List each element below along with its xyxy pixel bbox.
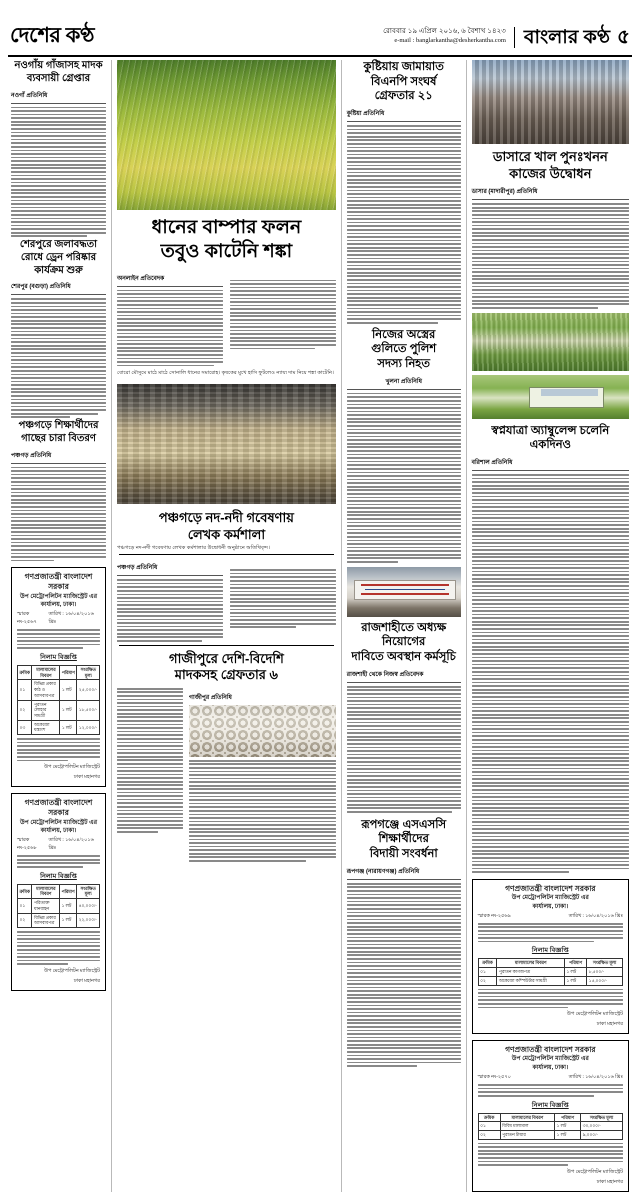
cell: ০২ <box>18 913 32 927</box>
cell: অকেজো কম্পিউটার সামগ্রী <box>497 976 565 985</box>
notice-3-address: কার্যালয়, ঢাকা। <box>532 903 569 910</box>
table-row <box>478 1130 622 1139</box>
table-row <box>18 913 100 927</box>
notice-3-date: তারিখ : ১৬/০৪/২০১৬ খ্রিঃ <box>568 913 623 919</box>
lead-body-wrap <box>117 269 336 369</box>
divider <box>117 575 223 576</box>
notice-1-col-2: পরিমাণ <box>60 665 77 679</box>
notice-2-sign-office: ঢাকা মহানগর <box>73 978 101 984</box>
notice-1-sign-name: উপ মেট্রোপলিটন ম্যাজিস্ট্রেট <box>44 765 101 771</box>
notice-3-memo: স্মারক নং-২৫৬৯ <box>477 913 511 919</box>
notice-box-4 <box>472 1040 629 1192</box>
notice-3-sign-name: উপ মেট্রোপলিটন ম্যাজিস্ট্রেট <box>567 1012 623 1018</box>
story-rupganj-byline: রূপগঞ্জ (নারায়ণগঞ্জ) প্রতিনিধি <box>346 868 420 875</box>
notice-2-col-1: মালামালের বিবরণ <box>32 884 60 898</box>
notice-4-sign-office: ঢাকা মহানগর <box>596 1179 623 1185</box>
story-police-headline-line3: সদস্য নিহত <box>377 358 430 371</box>
notice-box-2 <box>11 793 106 991</box>
notice-2-terms <box>17 931 100 965</box>
story-police-headline-line1: নিজের অস্ত্রের <box>371 328 436 341</box>
column-4 <box>466 60 634 1192</box>
notice-2-table <box>17 884 100 928</box>
cell: ৩০,০০০/- <box>581 1122 623 1131</box>
table-row <box>478 976 622 985</box>
notice-4-table <box>478 1113 623 1140</box>
workshop-photo-caption: পঞ্চগড়ে নদ-নদী গবেষণায় লেখক কর্মশালার উদ্বোধনী অনুষ্ঠানে অতিথিবৃন্দ। <box>117 545 270 552</box>
table-row <box>18 700 100 720</box>
story-kushtia-headline-line2: বিএনপি সংঘর্ষ <box>370 75 437 88</box>
notice-3-gov: গণপ্রজাতন্ত্রী বাংলাদেশ সরকার <box>505 884 596 893</box>
notice-4-gov: গণপ্রজাতন্ত্রী বাংলাদেশ সরকার <box>505 1045 596 1055</box>
notice-1-sign-office: ঢাকা মহানগর <box>73 775 101 781</box>
story-ambulance-byline: বরিশাল প্রতিনিধি <box>471 460 513 467</box>
cell: ১ লট <box>60 700 77 720</box>
story-ambulance-headline: স্বপ্নযাত্রা অ্যাম্বুলেন্স চলেনি একদিনও <box>491 424 610 452</box>
story-naogaon-headline-line2: ব্যবসায়ী গ্রেপ্তার <box>26 72 91 84</box>
notice-3-intro <box>478 923 623 943</box>
notice-1-address: কার্যালয়, ঢাকা। <box>40 601 77 608</box>
table-row <box>478 1122 622 1131</box>
divider <box>347 879 461 880</box>
notice-1-col-0: ক্রমিক <box>18 665 32 679</box>
story-sherpur-headline-line1: শেরপুরে জলাবদ্ধতা <box>19 238 98 250</box>
story-police-byline: খুলনা প্রতিনিধি <box>385 378 422 385</box>
story-dasar-headline-line2: কাজের উদ্বোধন <box>509 165 592 181</box>
table-row <box>18 899 100 913</box>
story-sherpur-body <box>11 298 106 418</box>
story-dasar-body <box>472 203 629 308</box>
story-kushtia-headline-line3: গ্রেফতার ২১ <box>374 90 433 103</box>
story-rajshahi-byline: রাজশাহী থেকে নিজস্ব প্রতিবেদক <box>346 671 424 678</box>
cell: ০২ <box>478 1130 500 1139</box>
cell: ০৩ <box>18 720 32 734</box>
story-dasar-byline: ডাসার (মাদারীপুর) প্রতিনিধি <box>471 189 538 196</box>
gazipur-body-b <box>189 760 336 862</box>
story-panchagarh-river-headline-line1: পঞ্চগড়ে নদ-নদী গবেষণায় <box>158 510 294 526</box>
masthead-right <box>514 27 630 48</box>
cell: ২২,০০০/- <box>77 913 100 927</box>
notice-2-memo: স্মারক নং-২৫৬৮ <box>17 838 37 852</box>
cell: বিভিন্ন প্রকার আসবাবপত্র <box>32 913 60 927</box>
masthead-center <box>94 26 514 48</box>
story-gazipur-headline-line2: মাদকসহ গ্রেফতার ৬ <box>174 667 278 683</box>
cell: পুরাতন টায়ার <box>500 1130 555 1139</box>
lead-byline: অনলাইন প্রতিবেদক <box>117 275 165 282</box>
story-naogaon-body <box>11 107 106 238</box>
notice-3-table-header <box>478 959 622 968</box>
notice-4-col-1: মালামালের বিবরণ <box>500 1113 555 1122</box>
notice-4-col-0: ক্রমিক <box>478 1113 500 1122</box>
lead-body-col-a <box>117 269 223 369</box>
notice-1-col-1: মালামালের বিবরণ <box>32 665 60 679</box>
notice-2-col-3: সংরক্ষিত মূল্য <box>77 884 100 898</box>
cell: ১ লট <box>60 899 77 913</box>
notice-4-intro <box>478 1084 623 1096</box>
notice-3-terms <box>478 989 623 1009</box>
river-body-a <box>117 558 223 643</box>
cell: ৯,০০০/- <box>581 1130 623 1139</box>
cell: ৮,৫০০/- <box>587 968 623 977</box>
masthead-date: রোববার ১৯ এপ্রিল ২০১৬, ৬ বৈশাখ ১৪২৩ <box>383 26 506 35</box>
ambulance-window <box>541 389 598 396</box>
notice-2-office: উপ মেট্রোপলিটন ম্যাজিস্ট্রেট এর <box>20 819 98 826</box>
notice-4-sign-name: উপ মেট্রোপলিটন ম্যাজিস্ট্রেট <box>567 1169 623 1175</box>
cell: ০১ <box>478 1122 500 1131</box>
story-gazipur-byline: গাজীপুর প্রতিনিধি <box>189 694 232 701</box>
notice-1-meta <box>17 611 100 627</box>
notice-4-date: তারিখ : ১৬/০৪/২০১৬ খ্রিঃ <box>568 1075 623 1081</box>
protest-banner <box>354 580 456 600</box>
gazipur-body-a <box>117 688 183 833</box>
notice-4-col-2: পরিমাণ <box>555 1113 581 1122</box>
notice-2-col-2: পরিমাণ <box>60 884 77 898</box>
divider <box>119 554 334 555</box>
banner-line <box>361 593 449 595</box>
cell: ১ লট <box>555 1130 581 1139</box>
cell: ০১ <box>18 899 32 913</box>
story-sherpur-headline-line2: রোধে ড্রেন পরিষ্কার <box>20 251 97 263</box>
masthead-left-logo: দেশের কণ্ঠ <box>10 24 95 47</box>
story-gazipur-body-wrap <box>117 688 336 864</box>
story-panchagarh-saplings-headline-line2: গাছের চারা বিতরণ <box>21 432 96 444</box>
cell: ১ লট <box>565 968 587 977</box>
story-rupganj-headline-line1: রূপগঞ্জে এসএসসি শিক্ষার্থীদের <box>361 818 447 846</box>
notice-3-col-1: মালামালের বিবরণ <box>497 959 565 968</box>
divider <box>472 199 629 200</box>
photo-eggs <box>189 705 336 757</box>
notice-1-memo: স্মারক নং-২৫৬৭ <box>17 612 37 626</box>
masthead <box>6 0 634 52</box>
notice-1-title: নিলাম বিজ্ঞপ্তি <box>40 653 77 661</box>
story-naogaon-headline-line1: নওগাঁয় গাঁজাসহ মাদক <box>14 60 103 71</box>
notice-1-intro <box>17 629 100 649</box>
notice-2-col-0: ক্রমিক <box>18 884 32 898</box>
cell: ০২ <box>478 976 497 985</box>
cell: ১ লট <box>60 720 77 734</box>
notice-3-office: উপ মেট্রোপলিটন ম্যাজিস্ট্রেট এর <box>511 895 589 902</box>
cell: ০২ <box>18 700 32 720</box>
notice-2-title: নিলাম বিজ্ঞপ্তি <box>40 872 77 880</box>
river-body-b <box>230 558 336 643</box>
notice-4-title: নিলাম বিজ্ঞপ্তি <box>531 1101 569 1109</box>
photo-ambulance <box>472 375 629 419</box>
cell: ১ লট <box>565 976 587 985</box>
notice-4-table-header <box>478 1113 622 1122</box>
story-ambulance-body <box>472 474 629 873</box>
story-rajshahi-headline-line1: রাজশাহীতে অধ্যক্ষ নিয়োগের <box>361 621 447 649</box>
notice-1-terms <box>17 738 100 761</box>
gazipur-left <box>117 688 183 864</box>
lead-headline-line2: তবুও কাটেনি শঙ্কা <box>160 241 293 263</box>
masthead-right-logo: বাংলার কণ্ঠ <box>523 27 611 48</box>
story-rajshahi-body <box>347 686 461 813</box>
notice-2-gov: গণপ্রজাতন্ত্রী বাংলাদেশ সরকার <box>24 798 93 818</box>
notice-2-intro <box>17 855 100 867</box>
story-rupganj-headline-line2: বিদায়ী সংবর্ধনা <box>369 848 438 861</box>
cell: বিবিধ মালামাল <box>500 1122 555 1131</box>
cell: ৪০,০০০/- <box>77 899 100 913</box>
notice-3-meta <box>478 913 623 921</box>
divider <box>119 645 334 646</box>
banner-line <box>365 589 445 591</box>
story-naogaon <box>11 60 106 237</box>
notice-1-office: উপ মেট্রোপলিটন ম্যাজিস্ট্রেট এর <box>20 593 98 600</box>
cell: ২৫,০০০/- <box>77 680 100 700</box>
cell: ০১ <box>478 968 497 977</box>
notice-3-col-3: সংরক্ষিত মূল্য <box>587 959 623 968</box>
notice-box-1 <box>11 567 106 787</box>
divider <box>11 294 106 295</box>
story-police-headline-line2: গুলিতে পুলিশ <box>371 343 437 356</box>
notice-2-table-header <box>18 884 100 898</box>
content-grid <box>6 57 634 1192</box>
river-body-b-text <box>230 558 336 628</box>
story-dasar-headline-line1: ডাসারে খাল পুনঃখনন <box>492 149 608 164</box>
notice-2-meta <box>17 837 100 853</box>
story-sherpur-headline-line3: কার্যক্রম শুরু <box>34 264 83 276</box>
story-sherpur <box>11 239 106 418</box>
photo-protest-rajshahi <box>347 567 461 617</box>
story-panchagarh-river-byline: পঞ্চগড় প্রতিনিধি <box>117 565 158 572</box>
photo-bridge <box>472 313 629 371</box>
story-kushtia-byline: কুষ্টিয়া প্রতিনিধি <box>346 111 385 118</box>
column-3 <box>341 60 466 1192</box>
notice-1-table-header <box>18 665 100 679</box>
table-row <box>18 680 100 700</box>
notice-4-col-3: সংরক্ষিত মূল্য <box>581 1113 623 1122</box>
notice-3-col-0: ক্রমিক <box>478 959 497 968</box>
notice-2-address: কার্যালয়, ঢাকা। <box>40 827 77 834</box>
notice-3-title: নিলাম বিজ্ঞপ্তি <box>531 947 569 955</box>
notice-4-memo: স্মারক নং-২৫৭০ <box>477 1075 511 1081</box>
notice-4-meta <box>478 1074 623 1082</box>
lead-headline-line1: ধানের বাম্পার ফলন <box>151 217 302 238</box>
story-sherpur-byline: শেরপুর (বগুড়া) প্রতিনিধি <box>11 284 71 291</box>
cell: পুরাতন লোহার সামগ্রী <box>32 700 60 720</box>
notice-4-address: কার্যালয়, ঢাকা। <box>532 1064 569 1071</box>
cell: অকেজো যন্ত্রাংশ <box>32 720 60 734</box>
story-gazipur-headline-line1: গাজীপুরে দেশি-বিদেশি <box>169 650 284 666</box>
table-row <box>478 968 622 977</box>
notice-1-table <box>17 665 100 735</box>
masthead-email: e-mail : banglarkantha@desherkantha.com <box>394 37 506 45</box>
story-kushtia-headline-line1: কুষ্টিয়ায় জামায়াত <box>363 61 444 73</box>
cell: পুরাতন কাগজপত্র <box>497 968 565 977</box>
notice-3-col-2: পরিমাণ <box>565 959 587 968</box>
table-row <box>18 720 100 734</box>
river-body-a-text <box>117 579 223 642</box>
story-kushtia-body <box>347 125 461 323</box>
story-rajshahi-headline-line2: দাবিতে অবস্থান কর্মসূচি <box>351 651 456 664</box>
notice-box-3 <box>472 879 629 1034</box>
story-panchagarh-saplings-body <box>11 467 106 562</box>
lead-body-a <box>117 290 223 367</box>
story-panchagarh-river-headline-line2: লেখক কর্মশালা <box>187 526 266 542</box>
divider <box>472 470 629 471</box>
cell: বিভিন্ন প্রকার কাঠ ও আসবাবপত্র <box>32 680 60 700</box>
cell: পরিত্যক্ত যানবাহন <box>32 899 60 913</box>
notice-2-sign-name: উপ মেট্রোপলিটন ম্যাজিস্ট্রেট <box>44 968 101 974</box>
divider <box>347 389 461 390</box>
cell: ১ লট <box>60 913 77 927</box>
lead-body-b <box>230 269 336 350</box>
divider <box>347 121 461 122</box>
notice-4-office: উপ মেট্রোপলিটন ম্যাজিস্ট্রেট এর <box>511 1056 589 1063</box>
lead-photo-paddy-field <box>117 60 336 210</box>
cell: ১ লট <box>60 680 77 700</box>
photo-writers-workshop <box>117 384 336 504</box>
story-panchagarh-river-body-wrap <box>117 558 336 643</box>
page-number: ৫ <box>617 26 630 48</box>
divider <box>11 103 106 104</box>
story-panchagarh-saplings <box>11 420 106 561</box>
notice-4-terms <box>478 1143 623 1166</box>
notice-1-col-3: সংরক্ষিত মূল্য <box>77 665 100 679</box>
notice-2-date: তারিখ : ১৬/০৪/২০১৬ খ্রিঃ <box>48 838 94 852</box>
story-panchagarh-saplings-byline: পঞ্চগড় প্রতিনিধি <box>11 452 52 459</box>
divider <box>347 682 461 683</box>
cell: ১৮,৫০০/- <box>77 700 100 720</box>
lead-photo-caption: বোরো মৌসুমে মাঠে মাঠে সোনালি ধানের সমারোহ। কৃষকের মুখে হাসি ফুটলেও ন্যায্য দাম নিয়ে শঙ্কা কাটেনি। <box>117 370 334 377</box>
cell: ১২,০০০/- <box>77 720 100 734</box>
cell: ১ লট <box>555 1122 581 1131</box>
divider <box>117 286 223 287</box>
photo-khal-inauguration <box>472 60 629 144</box>
story-naogaon-byline: নওগাঁ প্রতিনিধি <box>11 92 48 99</box>
column-1 <box>6 60 111 1192</box>
banner-line <box>361 584 449 586</box>
notice-1-date: তারিখ : ১৬/০৪/২০১৬ খ্রিঃ <box>48 612 94 626</box>
cell: ১৫,০০০/- <box>587 976 623 985</box>
story-rupganj-body <box>347 883 461 1067</box>
gazipur-right <box>189 688 336 864</box>
notice-3-sign-office: ঢাকা মহানগর <box>596 1022 623 1028</box>
story-police-body <box>347 393 461 563</box>
divider <box>11 463 106 464</box>
notice-1-gov: গণপ্রজাতন্ত্রী বাংলাদেশ সরকার <box>24 572 93 592</box>
lead-body-col-b <box>230 269 336 369</box>
cell: ০১ <box>18 680 32 700</box>
story-panchagarh-saplings-headline-line1: পঞ্চগড়ে শিক্ষার্থীদের <box>18 420 99 432</box>
column-2 <box>111 60 341 1192</box>
